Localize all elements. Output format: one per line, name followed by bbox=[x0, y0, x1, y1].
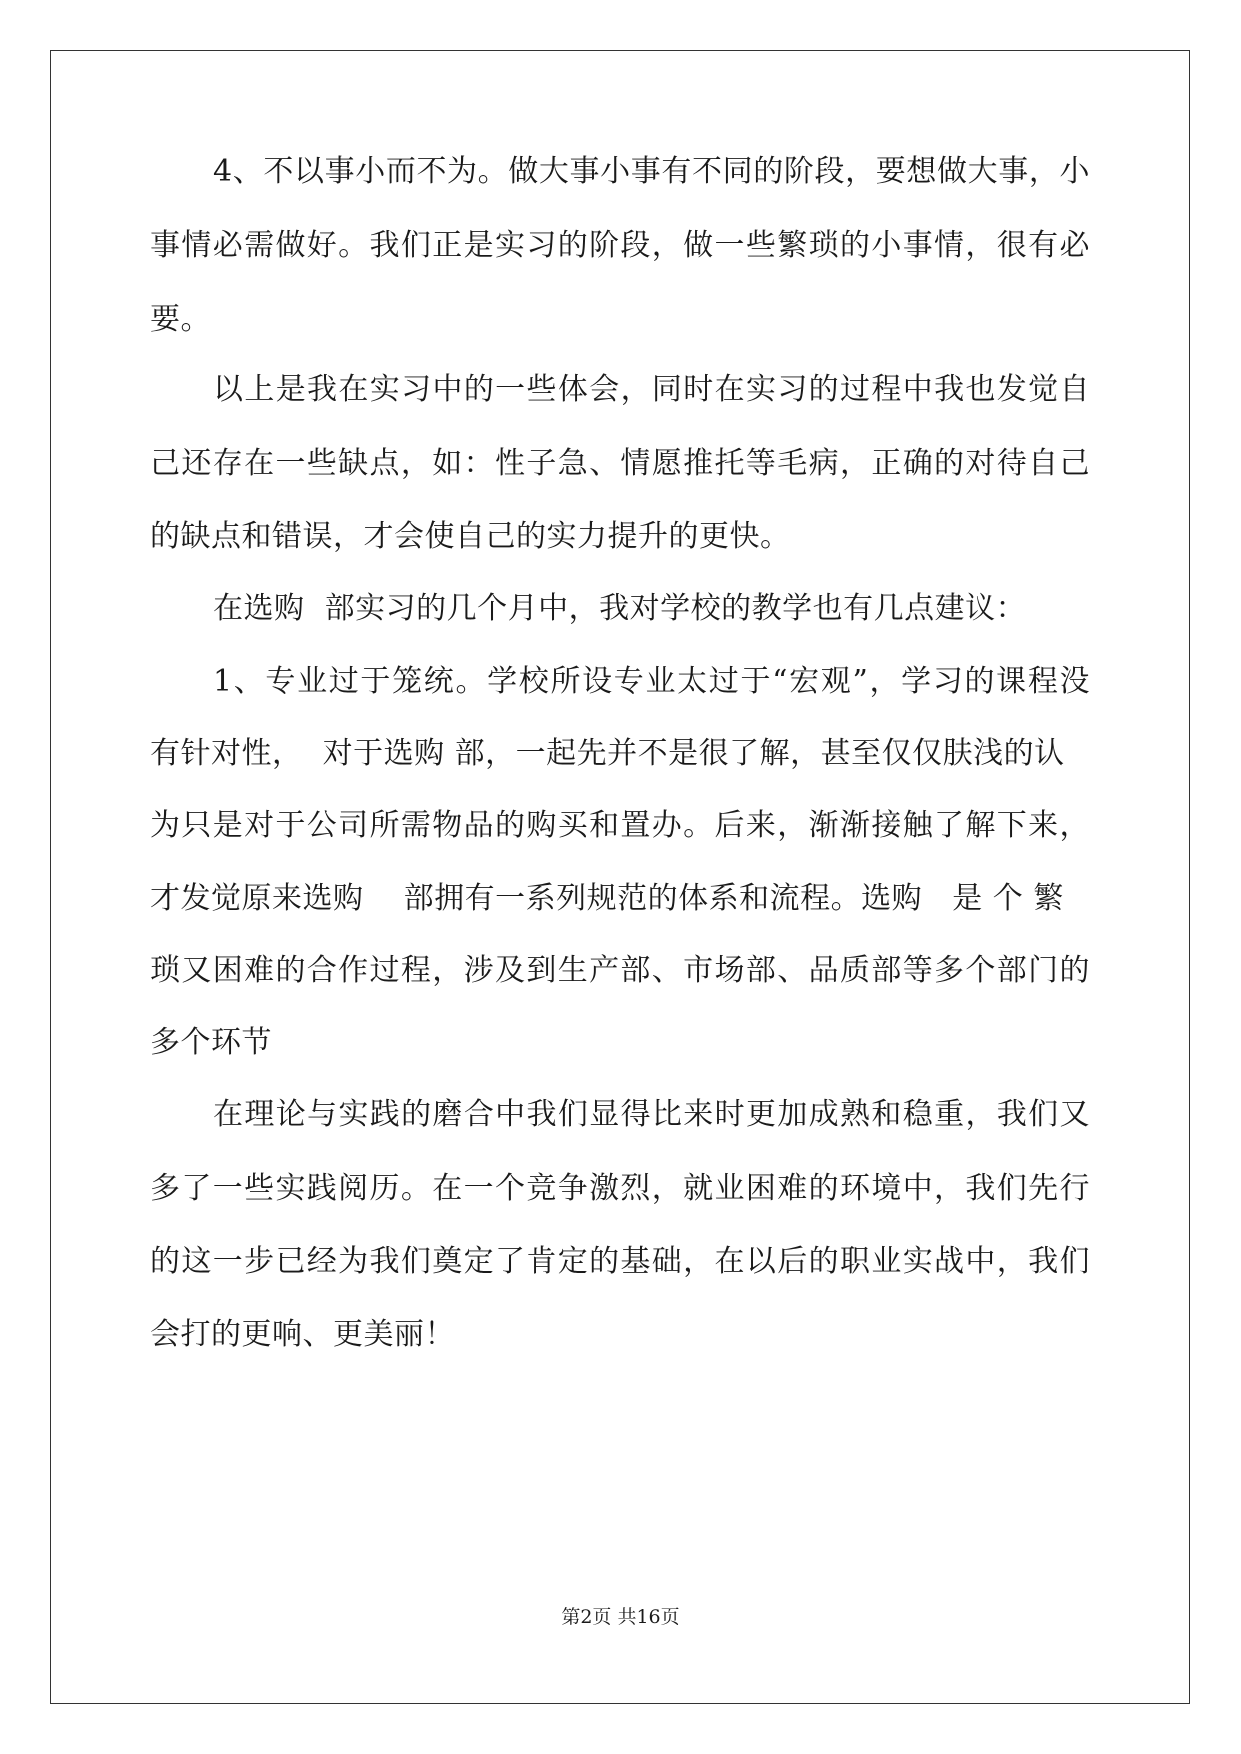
paragraph-line: 为只是对于公司所需物品的购买和置办。后来，渐渐接触了解下来， bbox=[150, 808, 1090, 843]
paragraph-line: 事情必需做好。我们正是实习的阶段，做一些繁琐的小事情，很有必 bbox=[150, 228, 1090, 263]
paragraph-line: 1、专业过于笼统。学校所设专业太过于“宏观”，学习的课程没 bbox=[213, 664, 1090, 699]
paragraph-line: 才发觉原来选购 部拥有一系列规范的体系和流程。选购 是 个 繁 bbox=[150, 881, 1064, 916]
paragraph-line: 在选购 部实习的几个月中，我对学校的教学也有几点建议： bbox=[213, 591, 1027, 626]
paragraph-line: 多了一些实践阅历。在一个竞争激烈，就业困难的环境中，我们先行 bbox=[150, 1171, 1090, 1206]
paragraph-line: 在理论与实践的磨合中我们显得比来时更加成熟和稳重，我们又 bbox=[213, 1097, 1090, 1132]
paragraph-line: 会打的更响、更美丽！ bbox=[150, 1317, 455, 1352]
paragraph-line: 多个环节 bbox=[150, 1025, 272, 1060]
paragraph-line: 要。 bbox=[150, 302, 211, 337]
paragraph-line: 己还存在一些缺点，如：性子急、情愿推托等毛病，正确的对待自己 bbox=[150, 446, 1090, 481]
paragraph-line: 有针对性， 对于选购 部，一起先并不是很了解，甚至仅仅肤浅的认 bbox=[150, 736, 1065, 771]
paragraph-line: 的这一步已经为我们奠定了肯定的基础，在以后的职业实战中，我们 bbox=[150, 1244, 1090, 1279]
page-number-footer: 第2页 共16页 bbox=[561, 1606, 680, 1628]
page-border bbox=[50, 50, 1190, 1704]
paragraph-line: 的缺点和错误，才会使自己的实力提升的更快。 bbox=[150, 519, 791, 554]
paragraph-line: 琐又困难的合作过程，涉及到生产部、市场部、品质部等多个部门的 bbox=[150, 953, 1090, 988]
paragraph-line: 以上是我在实习中的一些体会，同时在实习的过程中我也发觉自 bbox=[213, 372, 1090, 407]
paragraph-line: 4、不以事小而不为。做大事小事有不同的阶段，要想做大事，小 bbox=[213, 154, 1090, 189]
